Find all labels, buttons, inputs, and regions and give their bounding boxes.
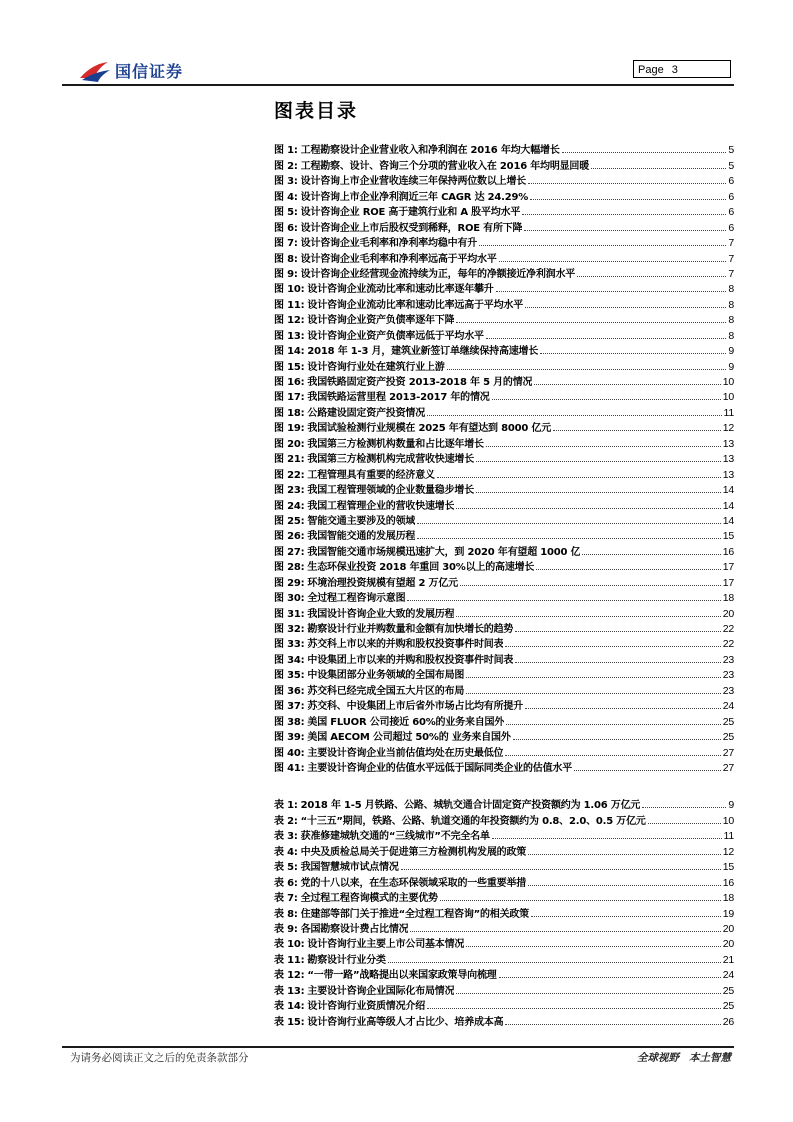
entry-label: 图 21:: [274, 454, 305, 466]
entry-title: 设计咨询企业经营现金流持续为正，每年的净额接近净利润水平: [300, 268, 576, 280]
dot-leader: [476, 492, 721, 493]
logo-icon: [78, 56, 112, 84]
footer-slogan-2: 本土智慧: [689, 1052, 731, 1064]
dot-leader: [447, 369, 727, 370]
entry-title: 全过程工程咨询示意图: [307, 593, 406, 605]
dot-leader: [524, 230, 726, 231]
entry-title: 主要设计咨询企业的估值水平远低于国际同类企业的估值水平: [307, 762, 573, 774]
entry-title: 主要设计咨询企业国际化布局情况: [307, 985, 455, 997]
entry-page-number: 16: [722, 545, 734, 558]
entry-label: 图 16:: [274, 377, 305, 388]
entry-title: 我国铁路固定资产投资 2013-2018 年 5 月的情况: [307, 377, 533, 388]
entry-page-number: 14: [722, 484, 734, 497]
entry-label: 图 12:: [274, 315, 305, 327]
table-entry[interactable]: [274, 873, 734, 888]
figure-entry[interactable]: [274, 681, 734, 696]
entry-title: 苏交科、中设集团上市后省外市场占比均有所提升: [307, 701, 524, 713]
entry-label: 图 20:: [274, 438, 305, 450]
entry-title: 中设集团上市以来的并购和股权投资事件时间表: [307, 654, 514, 666]
entry-page-number: 17: [722, 561, 734, 574]
entry-title: 设计咨询企业流动比率和速动比率逐年攀升: [307, 284, 494, 296]
entry-page-number: 27: [722, 746, 734, 759]
entry-title: 我国工程管理领域的企业数量稳步增长: [307, 485, 475, 497]
entry-title: 设计咨询行业高等级人才占比少、培养成本高: [307, 1016, 504, 1028]
dot-leader: [492, 838, 722, 839]
entry-title: 智能交通主要涉及的领域: [307, 515, 416, 527]
entry-label: 表 13:: [274, 985, 305, 997]
dot-leader: [525, 307, 726, 308]
dot-leader: [505, 755, 720, 756]
figure-entry[interactable]: [274, 604, 734, 619]
entry-page-number: 9: [728, 799, 734, 812]
entry-title: “十三五”期间，铁路、公路、轨道交通的年投资额约为 0.8、2.0、0.5 万亿元: [300, 815, 646, 827]
entry-label: 表 3:: [274, 831, 298, 843]
entry-title: 设计咨询上市企业净利润近三年 CAGR 达 24.29%: [300, 191, 529, 203]
page-title: 图表目录: [274, 100, 359, 122]
table-entry[interactable]: [274, 858, 734, 873]
dot-leader: [456, 322, 726, 323]
entry-label: 图 34:: [274, 654, 305, 666]
figure-entry[interactable]: [274, 388, 734, 403]
entry-page-number: 8: [728, 329, 734, 342]
dot-leader: [506, 724, 721, 725]
entry-title: 工程勘察设计企业营业收入和净利润在 2016 年均大幅增长: [300, 145, 560, 157]
dot-leader: [437, 477, 721, 478]
entry-label: 图 22:: [274, 469, 305, 481]
entry-page-number: 25: [722, 731, 734, 744]
dot-leader: [486, 338, 727, 339]
entry-page-number: 9: [728, 345, 734, 358]
entry-page-number: 9: [728, 360, 734, 373]
entry-label: 图 26:: [274, 531, 305, 543]
figure-entry[interactable]: [274, 311, 734, 326]
figure-list: [274, 141, 734, 774]
figure-entry[interactable]: [274, 712, 734, 727]
dot-leader: [456, 993, 720, 994]
entry-page-number: 11: [723, 830, 734, 843]
figure-entry[interactable]: [274, 573, 734, 588]
dot-leader: [642, 807, 726, 808]
figure-entry[interactable]: [274, 512, 734, 527]
figure-entry[interactable]: [274, 265, 734, 280]
entry-page-number: 15: [722, 530, 734, 543]
table-entry[interactable]: [274, 920, 734, 935]
entry-page-number: 19: [722, 907, 734, 920]
entry-label: 图 8:: [274, 253, 298, 265]
dot-leader: [492, 399, 721, 400]
figure-entry[interactable]: [274, 203, 734, 218]
page-number: 3: [671, 64, 678, 76]
dot-leader: [499, 977, 721, 978]
entry-label: 图 25:: [274, 515, 305, 527]
entry-title: “一带一路”战略提出以来国家政策导向梳理: [307, 970, 497, 982]
figure-entry[interactable]: [274, 697, 734, 712]
dot-leader: [528, 885, 721, 886]
entry-title: 设计咨询企业毛利率和净利率均稳中有升: [300, 238, 478, 250]
entry-label: 图 10:: [274, 284, 305, 296]
entry-page-number: 20: [722, 922, 734, 935]
figure-entry[interactable]: [274, 635, 734, 650]
figure-entry[interactable]: [274, 141, 734, 156]
footer-slogan: [637, 1050, 731, 1065]
entry-label: 图 14:: [274, 346, 305, 358]
entry-label: 图 31:: [274, 608, 305, 620]
entry-label: 图 39:: [274, 732, 305, 744]
entry-title: 设计咨询行业主要上市公司基本情况: [307, 939, 465, 951]
entry-title: 主要设计咨询企业当前估值均处在历史最低位: [307, 747, 504, 759]
entry-label: 图 7:: [274, 238, 298, 250]
dot-leader: [591, 168, 726, 169]
entry-page-number: 17: [722, 576, 734, 589]
dot-leader: [505, 1024, 720, 1025]
dot-leader: [513, 739, 721, 740]
entry-page-number: 24: [722, 969, 734, 982]
entry-title: 设计咨询企业流动比率和速动比率远高于平均水平: [307, 299, 524, 311]
entry-label: 图 38:: [274, 716, 305, 728]
figure-entry[interactable]: [274, 434, 734, 449]
entry-label: 图 4:: [274, 191, 298, 203]
table-entry[interactable]: [274, 966, 734, 981]
entry-label: 图 13:: [274, 330, 305, 342]
figure-entry[interactable]: [274, 527, 734, 542]
dot-leader: [574, 770, 721, 771]
entry-title: 我国智能交通的发展历程: [307, 531, 416, 543]
entry-title: 环境治理投资规模有望超 2 万亿元: [307, 577, 458, 589]
entry-title: 2018 年 1-5 月铁路、公路、城轨交通合计固定资产投资额约为 1.06 万亿元: [300, 800, 641, 812]
entry-page-number: 12: [722, 845, 734, 858]
entry-label: 图 35:: [274, 670, 305, 682]
dot-leader: [427, 1008, 721, 1009]
entry-page-number: 20: [722, 938, 734, 951]
figure-entry[interactable]: [274, 542, 734, 557]
entry-label: 表 15:: [274, 1016, 305, 1028]
dot-leader: [534, 384, 720, 385]
dot-leader: [427, 415, 721, 416]
figure-entry[interactable]: [274, 728, 734, 743]
entry-title: 我国智能交通市场规模迅速扩大，到 2020 年有望超 1000 亿: [307, 546, 581, 558]
entry-page-number: 11: [723, 406, 734, 419]
entry-title: 我国工程管理企业的营收快速增长: [307, 500, 455, 512]
dot-leader: [582, 554, 720, 555]
figure-entry[interactable]: [274, 403, 734, 418]
dot-leader: [553, 430, 721, 431]
table-list: [274, 796, 734, 1028]
entry-page-number: 8: [728, 298, 734, 311]
entry-label: 表 2:: [274, 815, 298, 827]
entry-page-number: 10: [722, 376, 734, 388]
entry-title: 我国第三方检测机构完成营收快速增长: [307, 454, 475, 466]
table-entry[interactable]: [274, 950, 734, 965]
entry-page-number: 13: [722, 468, 734, 481]
dot-leader: [528, 854, 721, 855]
entry-page-number: 8: [728, 314, 734, 327]
dot-leader: [407, 600, 720, 601]
entry-label: 图 30:: [274, 593, 305, 605]
figure-entry[interactable]: [274, 249, 734, 264]
entry-title: 苏交科已经完成全国五大片区的布局: [307, 685, 465, 697]
dot-leader: [515, 631, 721, 632]
footer-divider: [62, 1046, 734, 1048]
entry-title: 中央及质检总局关于促进第三方检测机构发展的政策: [300, 846, 527, 858]
entry-label: 图 28:: [274, 562, 305, 574]
entry-title: 设计咨询企业毛利率和净利率远高于平均水平: [300, 253, 497, 265]
entry-title: 设计咨询企业资产负债率远低于平均水平: [307, 330, 484, 342]
dot-leader: [460, 585, 721, 586]
dot-leader: [486, 446, 721, 447]
entry-page-number: 13: [722, 437, 734, 450]
entry-title: 苏交科上市以来的并购和股权投资事件时间表: [307, 639, 504, 651]
entry-page-number: 25: [722, 715, 734, 728]
dot-leader: [531, 916, 721, 917]
entry-page-number: 23: [722, 669, 734, 682]
dot-leader: [410, 931, 720, 932]
entry-label: 图 24:: [274, 500, 305, 512]
entry-label: 图 9:: [274, 268, 298, 280]
entry-page-number: 20: [722, 607, 734, 620]
dot-leader: [417, 523, 721, 524]
entry-label: 图 17:: [274, 392, 305, 404]
figure-entry[interactable]: [274, 234, 734, 249]
dot-leader: [522, 214, 726, 215]
entry-label: 图 29:: [274, 577, 305, 589]
entry-page-number: 6: [728, 206, 734, 219]
entry-title: 工程勘察、设计、咨询三个分项的营业收入在 2016 年均明显回暖: [300, 160, 590, 172]
figure-entry[interactable]: [274, 589, 734, 604]
entry-title: 美国 AECOM 公司超过 50%的 业务来自国外: [307, 732, 511, 744]
entry-page-number: 8: [728, 283, 734, 296]
dot-leader: [525, 708, 721, 709]
entry-title: 2018 年 1-3 月，建筑业新签订单继续保持高速增长: [307, 346, 539, 358]
entry-label: 图 15:: [274, 361, 305, 373]
entry-title: 勘察设计行业并购数量和金额有加快增长的趋势: [307, 624, 514, 635]
table-entry[interactable]: [274, 827, 734, 842]
entry-label: 图 37:: [274, 701, 305, 713]
entry-page-number: 15: [722, 861, 734, 874]
entry-page-number: 22: [722, 638, 734, 651]
entry-label: 表 9:: [274, 923, 298, 935]
dot-leader: [456, 508, 720, 509]
entry-label: 表 5:: [274, 862, 298, 874]
entry-title: 设计咨询上市企业营收连续三年保持两位数以上增长: [300, 176, 527, 188]
entry-page-number: 14: [722, 514, 734, 527]
entry-title: 设计咨询企业 ROE 高于建筑行业和 A 股平均水平: [300, 207, 521, 219]
figure-entry[interactable]: [274, 666, 734, 681]
entry-title: 全过程工程咨询模式的主要优势: [300, 893, 438, 905]
entry-label: 图 36:: [274, 685, 305, 697]
header-divider: [62, 84, 734, 86]
entry-label: 图 41:: [274, 762, 305, 774]
entry-label: 表 10:: [274, 939, 305, 951]
entry-title: 工程管理具有重要的经济意义: [307, 469, 435, 481]
entry-page-number: 26: [722, 1015, 734, 1028]
figure-entry[interactable]: [274, 326, 734, 341]
entry-page-number: 7: [728, 267, 734, 280]
entry-title: 我国试验检测行业规模在 2025 年有望达到 8000 亿元: [307, 423, 551, 435]
entry-label: 表 11:: [274, 954, 305, 966]
footer-disclaimer: 为请务必阅读正文之后的免责条款部分: [70, 1052, 249, 1064]
entry-label: 图 40:: [274, 747, 305, 759]
entry-page-number: 24: [722, 700, 734, 713]
figure-entry[interactable]: [274, 743, 734, 758]
entry-page-number: 6: [728, 221, 734, 234]
entry-title: 各国勘察设计费占比情况: [300, 923, 409, 935]
entry-label: 图 33:: [274, 639, 305, 651]
dot-leader: [440, 900, 721, 901]
dot-leader: [388, 962, 721, 963]
entry-page-number: 14: [722, 499, 734, 512]
figure-entry[interactable]: [274, 481, 734, 496]
entry-title: 勘察设计行业分类: [307, 954, 386, 966]
entry-label: 表 14:: [274, 1001, 305, 1013]
entry-title: 住建部等部门关于推进“全过程工程咨询”的相关政策: [300, 908, 529, 920]
entry-page-number: 6: [728, 175, 734, 188]
entry-page-number: 10: [722, 391, 734, 404]
entry-page-number: 25: [722, 984, 734, 997]
entry-title: 中设集团部分业务领域的全国布局图: [307, 670, 465, 682]
entry-label: 表 7:: [274, 893, 298, 905]
entry-title: 党的十八以来，在生态环保领域采取的一些重要举措: [300, 877, 527, 889]
entry-title: 设计咨询企业上市后股权受到稀释，ROE 有所下降: [300, 222, 523, 234]
figure-entry[interactable]: [274, 156, 734, 171]
entry-page-number: 18: [722, 892, 734, 905]
dot-leader: [401, 869, 721, 870]
table-entry[interactable]: [274, 904, 734, 919]
figure-entry[interactable]: [274, 496, 734, 511]
entry-page-number: 16: [722, 876, 734, 889]
figure-entry[interactable]: [274, 650, 734, 665]
dot-leader: [536, 569, 721, 570]
dot-leader: [499, 261, 727, 262]
footer-slogan-1: 全球视野: [637, 1052, 679, 1064]
entry-page-number: 7: [728, 252, 734, 265]
entry-page-number: 5: [728, 159, 734, 172]
entry-page-number: 18: [722, 592, 734, 605]
figure-entry[interactable]: [274, 759, 734, 774]
figure-entry[interactable]: [274, 357, 734, 372]
entry-page-number: 25: [722, 1000, 734, 1013]
dot-leader: [417, 538, 721, 539]
figure-entry[interactable]: [274, 465, 734, 480]
entry-page-number: 27: [722, 761, 734, 774]
entry-label: 图 23:: [274, 485, 305, 497]
entry-label: 表 8:: [274, 908, 298, 920]
entry-page-number: 7: [728, 237, 734, 250]
dot-leader: [479, 245, 726, 246]
dot-leader: [496, 291, 727, 292]
entry-title: 设计咨询行业资质情况介绍: [307, 1001, 426, 1013]
figure-entry[interactable]: [274, 218, 734, 233]
figure-entry[interactable]: [274, 187, 734, 202]
table-entry[interactable]: [274, 842, 734, 857]
table-entry[interactable]: [274, 997, 734, 1012]
entry-page-number: 23: [722, 653, 734, 666]
table-entry[interactable]: [274, 935, 734, 950]
entry-label: 图 2:: [274, 160, 298, 172]
dot-leader: [577, 276, 726, 277]
entry-title: 我国设计咨询企业大致的发展历程: [307, 608, 455, 620]
entry-page-number: 21: [722, 953, 734, 966]
dot-leader: [466, 946, 721, 947]
entry-label: 图 32:: [274, 624, 305, 635]
table-entry[interactable]: [274, 1012, 734, 1027]
entry-title: 我国智慧城市试点情况: [300, 862, 399, 874]
entry-title: 获准修建城轨交通的“三线城市”不完全名单: [300, 831, 490, 843]
entry-label: 图 3:: [274, 176, 298, 188]
table-entry[interactable]: [274, 796, 734, 811]
dot-leader: [540, 353, 726, 354]
figure-entry[interactable]: [274, 172, 734, 187]
entry-page-number: 6: [728, 190, 734, 203]
entry-title: 我国第三方检测机构数量和占比逐年增长: [307, 438, 484, 450]
entry-label: 表 4:: [274, 846, 298, 858]
dot-leader: [530, 199, 726, 200]
entry-label: 表 12:: [274, 970, 305, 982]
entry-label: 图 6:: [274, 222, 298, 234]
page-label: Page: [638, 64, 664, 76]
dot-leader: [528, 183, 726, 184]
entry-label: 图 27:: [274, 546, 305, 558]
entry-title: 我国铁路运营里程 2013-2017 年的情况: [307, 392, 490, 404]
entry-page-number: 23: [722, 684, 734, 697]
entry-title: 公路建设固定资产投资情况: [307, 407, 426, 419]
dot-leader: [505, 646, 720, 647]
figure-entry[interactable]: [274, 419, 734, 434]
entry-label: 图 19:: [274, 423, 305, 435]
entry-label: 图 18:: [274, 407, 305, 419]
company-logo: [78, 55, 183, 85]
dot-leader: [456, 616, 720, 617]
entry-title: 设计咨询企业资产负债率逐年下降: [307, 315, 455, 327]
entry-label: 图 5:: [274, 207, 298, 219]
logo-text: 国信证券: [115, 61, 184, 81]
entry-title: 美国 FLUOR 公司接近 60%的业务来自国外: [307, 716, 505, 728]
entry-label: 表 1:: [274, 800, 298, 812]
entry-page-number: 22: [722, 623, 734, 635]
dot-leader: [476, 461, 721, 462]
entry-title: 设计咨询行业处在建筑行业上游: [307, 361, 445, 373]
figure-entry[interactable]: [274, 620, 734, 635]
entry-label: 图 11:: [274, 299, 305, 311]
figure-entry[interactable]: [274, 450, 734, 465]
entry-page-number: 10: [722, 814, 734, 827]
figure-entry[interactable]: [274, 373, 734, 388]
dot-leader: [562, 152, 727, 153]
dot-leader: [648, 823, 721, 824]
entry-label: 图 1:: [274, 145, 298, 157]
figure-entry[interactable]: [274, 295, 734, 310]
figure-entry[interactable]: [274, 342, 734, 357]
table-entry[interactable]: [274, 981, 734, 996]
table-entry[interactable]: [274, 811, 734, 826]
table-entry[interactable]: [274, 889, 734, 904]
entry-page-number: 5: [728, 144, 734, 157]
figure-entry[interactable]: [274, 558, 734, 573]
page-indicator: [633, 60, 731, 78]
dot-leader: [515, 662, 721, 663]
entry-page-number: 12: [722, 422, 734, 435]
entry-page-number: 13: [722, 453, 734, 466]
dot-leader: [466, 677, 721, 678]
dot-leader: [466, 693, 721, 694]
entry-label: 表 6:: [274, 877, 298, 889]
figure-entry[interactable]: [274, 280, 734, 295]
entry-title: 生态环保业投资 2018 年重回 30%以上的高速增长: [307, 562, 535, 574]
